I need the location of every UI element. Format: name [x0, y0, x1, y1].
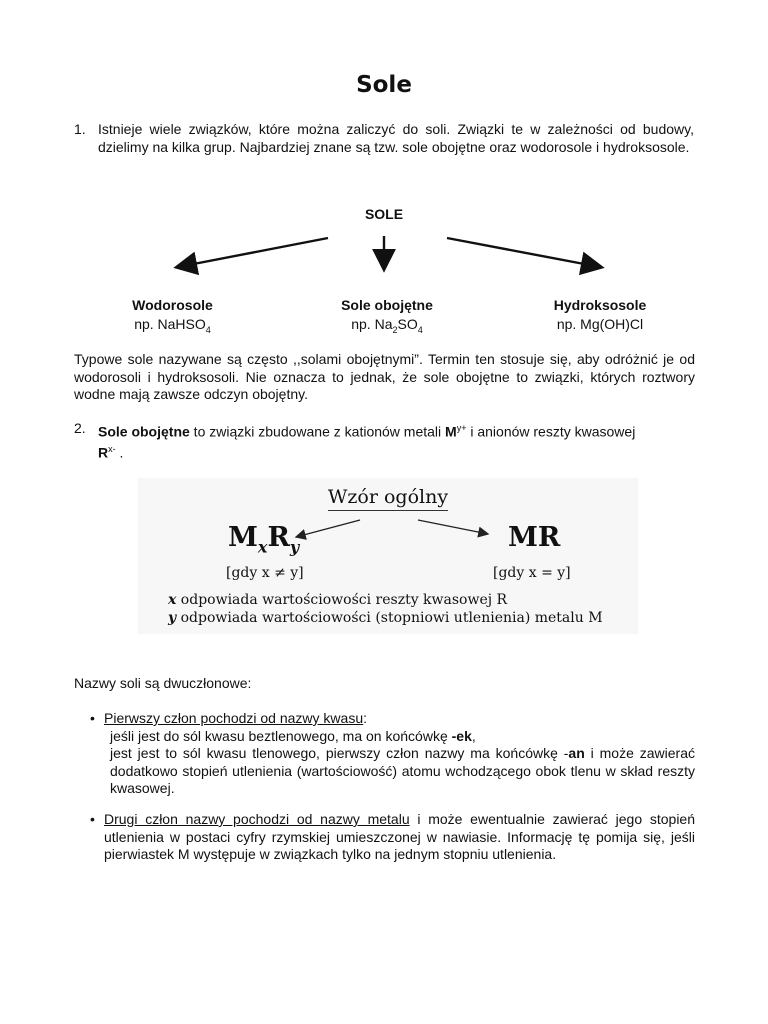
general-formula-figure [138, 478, 638, 634]
condition-left: [gdy x ≠ y] [226, 565, 304, 581]
figure-title: Wzór ogólny [138, 486, 638, 508]
category-wodorosole-name: Wodorosole [132, 297, 213, 313]
formula-mxry: $M_xR_y$ [228, 522, 300, 557]
names-intro: Nazwy soli są dwuczłonowe: [74, 675, 252, 691]
condition-right: [gdy x = y] [493, 565, 571, 581]
bullet-1-heading: Pierwszy człon pochodzi od nazwy kwasu [104, 710, 364, 726]
item-2-text: Sole obojętne to związki zbudowane z kationów metali $M^{y+}$ i anionów reszty kwasowej $R^{x-}$ . [98, 423, 636, 461]
item-1-text: Istnieje wiele związków, które można zaliczyć do soli. Związki te w zależności od budowy, dzielimy na kilka grup. Najbardziej znane są tzw. sole obojętne oraz wodorosole i hydroksosole. [98, 121, 694, 155]
page-title: Sole [356, 72, 412, 98]
bullet-2-text: i może ewentualnie zawierać jego stopień utlenienia w postaci cyfry rzymskiej umieszczonej w nawiasie. Informację tę pomija się, jeśli pierwiastek M występuje w związkach tylko na jednym stopniu utlenienia. [104, 811, 695, 862]
item-1-number: 1. [74, 121, 86, 137]
figure-arrows [138, 478, 638, 568]
category-sole-obojetne-name: Sole obojętne [341, 297, 433, 313]
category-sole-obojetne [302, 296, 472, 340]
bullet-1-line-1: jeśli jest do sól kwasu beztlenowego, ma on końcówkę -ek, [110, 727, 476, 744]
bullet-marker: • [90, 710, 95, 726]
arrow-right [447, 238, 600, 267]
bullet-2-heading: Drugi człon nazwy pochodzi od nazwy metalu [104, 811, 410, 827]
arrow-left [178, 238, 328, 267]
category-hydroksosole [515, 296, 685, 334]
tree-root-label: SOLE [364, 206, 404, 222]
note-x: x odpowiada wartościowości reszty kwasowej R [168, 592, 508, 608]
note-y: y odpowiada wartościowości (stopniowi utlenienia) metalu M [168, 610, 603, 626]
formula-mr: MR [508, 522, 561, 553]
bullet-1-line-2: jest jest to sól kwasu tlenowego, pierwszy człon nazwy ma końcówkę -an i może zawierać dodatkowo stopień utlenienia (wartościowość) atomu wchodzącego obok tlenu w skład reszty kwasowej. [110, 745, 695, 796]
bullet-second-part [90, 811, 695, 864]
category-sole-obojetne-example: np. $Na_2SO_4$ [351, 316, 423, 335]
category-hydroksosole-name: Hydroksosole [553, 297, 647, 313]
category-hydroksosole-example: np. Mg(OH)Cl [556, 316, 644, 332]
figure-arrow-left [296, 520, 360, 537]
figure-arrow-right [418, 520, 488, 534]
bullet-marker: • [90, 811, 95, 827]
category-wodorosole [90, 296, 255, 340]
item-2-number: 2. [74, 420, 86, 436]
category-wodorosole-example: np. NaHSO$_4$ [134, 316, 211, 335]
bullet-first-part: • Pierwszy człon pochodzi od nazwy kwasu: jeśli jest do sól kwasu beztlenowego, ma on końcówkę -ek, jest jest to sól kwasu tlenowego, pierwszy człon nazwy ma końcówkę -an i może zawierać dodatkowo stopień utlenienia (wartościowość) atomu wchodzącego obok tlenu w skład reszty kwasowej. [90, 710, 695, 796]
paragraph-typowe-sole: Typowe sole nazywane są często ,,solami obojętnymi”. Termin ten stosuje się, aby odróżnić je od wodorosoli i hydroksosoli. Nie oznacza to jednak, że sole obojętne to związki, których roztwory wodne mają zawsze odczyn obojętny. [74, 351, 695, 402]
tree-arrows [0, 0, 768, 300]
